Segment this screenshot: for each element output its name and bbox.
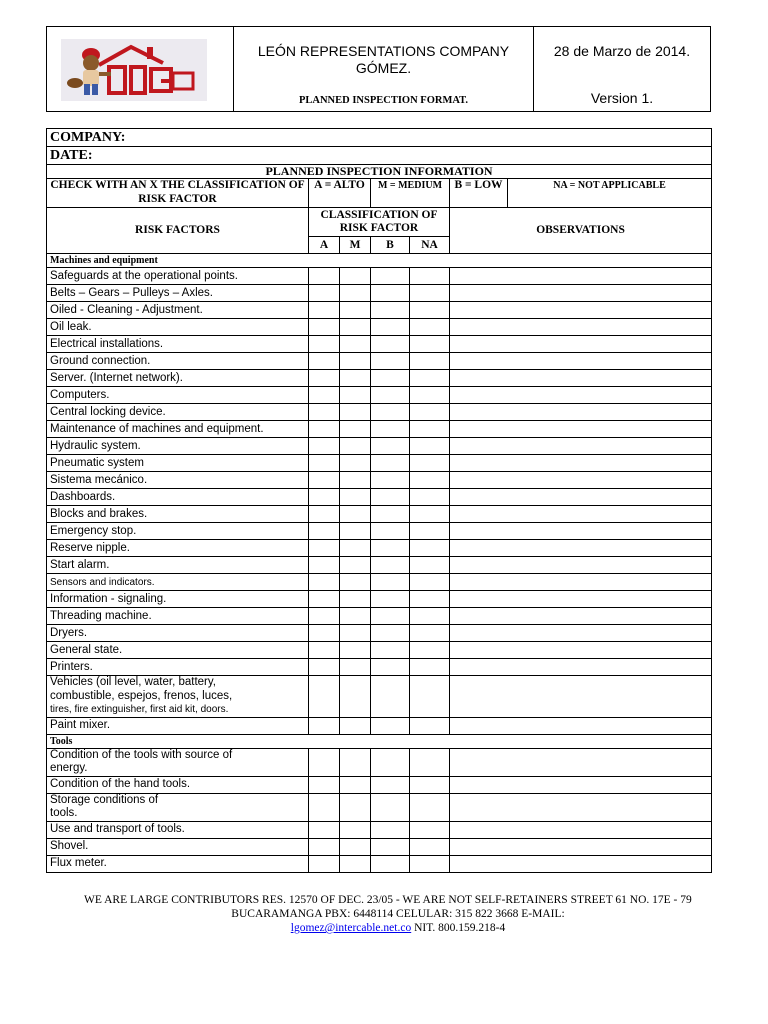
cell-a[interactable] [309, 268, 340, 285]
cell-na[interactable] [410, 642, 450, 659]
logo-cell [47, 27, 234, 112]
cell-a[interactable] [309, 557, 340, 574]
header-title-cell [234, 27, 534, 112]
cell-a[interactable] [309, 793, 340, 821]
cell-b[interactable] [371, 748, 410, 776]
cell-m[interactable] [340, 302, 371, 319]
cell-m[interactable] [340, 855, 371, 872]
cell-b[interactable] [371, 608, 410, 625]
table-row [47, 855, 712, 872]
cell-b[interactable] [371, 838, 410, 855]
risk-factor-label: Electrical installations. [47, 336, 309, 353]
cell-na[interactable] [410, 557, 450, 574]
cell-observations[interactable] [450, 659, 712, 676]
company-field[interactable]: COMPANY: [47, 129, 712, 147]
cell-a[interactable] [309, 421, 340, 438]
cell-observations[interactable] [450, 748, 712, 776]
col-header-observations: OBSERVATIONS [450, 208, 712, 254]
cell-observations[interactable] [450, 302, 712, 319]
cell-m[interactable] [340, 540, 371, 557]
tools-power-line-2: energy. [50, 762, 88, 774]
risk-factor-label: Hydraulic system. [47, 438, 309, 455]
cell-m[interactable] [340, 387, 371, 404]
risk-factor-label: Dashboards. [47, 489, 309, 506]
table-row [47, 625, 712, 642]
cell-m[interactable] [340, 268, 371, 285]
table-row [47, 336, 712, 353]
risk-factor-label: Paint mixer. [47, 717, 309, 734]
risk-factor-label: Flux meter. [47, 855, 309, 872]
table-row [47, 793, 712, 821]
cell-observations[interactable] [450, 838, 712, 855]
cell-m[interactable] [340, 642, 371, 659]
cell-m[interactable] [340, 659, 371, 676]
cell-a[interactable] [309, 353, 340, 370]
cell-a[interactable] [309, 302, 340, 319]
table-row [47, 387, 712, 404]
cell-m[interactable] [340, 506, 371, 523]
cell-m[interactable] [340, 608, 371, 625]
table-row [47, 717, 712, 734]
table-row [47, 438, 712, 455]
cell-a[interactable] [309, 404, 340, 421]
cell-a[interactable] [309, 455, 340, 472]
col-header-m: M [340, 237, 371, 254]
cell-b[interactable] [371, 540, 410, 557]
section-tools: Tools [47, 734, 712, 748]
cell-observations[interactable] [450, 489, 712, 506]
cell-na[interactable] [410, 821, 450, 838]
cell-na[interactable] [410, 591, 450, 608]
cell-observations[interactable] [450, 268, 712, 285]
cell-b[interactable] [371, 268, 410, 285]
risk-factor-vehicles [47, 676, 309, 718]
cell-b[interactable] [371, 370, 410, 387]
cell-observations[interactable] [450, 336, 712, 353]
cell-b[interactable] [371, 659, 410, 676]
cell-observations[interactable] [450, 523, 712, 540]
cell-observations[interactable] [450, 353, 712, 370]
cell-na[interactable] [410, 506, 450, 523]
cell-b[interactable] [371, 421, 410, 438]
cell-observations[interactable] [450, 319, 712, 336]
cell-b[interactable] [371, 776, 410, 793]
cell-m[interactable] [340, 523, 371, 540]
tools-storage-line-2: tools. [50, 807, 78, 819]
cell-m[interactable] [340, 319, 371, 336]
cell-na[interactable] [410, 268, 450, 285]
table-row [47, 748, 712, 776]
cell-m[interactable] [340, 717, 371, 734]
tools-storage-line-1: Storage conditions of [50, 793, 159, 806]
cell-observations[interactable] [450, 557, 712, 574]
table-row [47, 268, 712, 285]
cell-m[interactable] [340, 793, 371, 821]
cell-a[interactable] [309, 336, 340, 353]
risk-factor-label: Ground connection. [47, 353, 309, 370]
table-row [47, 642, 712, 659]
cell-m[interactable] [340, 625, 371, 642]
legend-medium: M = MEDIUM [371, 179, 450, 208]
cell-m[interactable] [340, 472, 371, 489]
cell-b[interactable] [371, 821, 410, 838]
risk-factor-label: Sensors and indicators. [47, 574, 309, 591]
logo-graphic [61, 39, 207, 101]
section-title: PLANNED INSPECTION INFORMATION [47, 165, 712, 179]
cell-a[interactable] [309, 574, 340, 591]
table-row [47, 574, 712, 591]
cell-observations[interactable] [450, 438, 712, 455]
cell-observations[interactable] [450, 285, 712, 302]
cell-a[interactable] [309, 523, 340, 540]
cell-m[interactable] [340, 336, 371, 353]
cell-m[interactable] [340, 353, 371, 370]
cell-a[interactable] [309, 838, 340, 855]
cell-a[interactable] [309, 748, 340, 776]
cell-a[interactable] [309, 642, 340, 659]
cell-na[interactable] [410, 676, 450, 718]
cell-b[interactable] [371, 793, 410, 821]
cell-b[interactable] [371, 285, 410, 302]
risk-factor-label: Oil leak. [47, 319, 309, 336]
vehicles-line-2: combustible, espejos, frenos, luces, [50, 689, 233, 702]
cell-na[interactable] [410, 659, 450, 676]
risk-factor-label: Emergency stop. [47, 523, 309, 540]
document-header [46, 26, 711, 112]
cell-m[interactable] [340, 404, 371, 421]
risk-factor-label: Central locking device. [47, 404, 309, 421]
cell-observations[interactable] [450, 776, 712, 793]
check-instruction: CHECK WITH AN X THE CLASSIFICATION OF RISK FACTOR [47, 179, 309, 208]
cell-na[interactable] [410, 717, 450, 734]
cell-na[interactable] [410, 523, 450, 540]
cell-na[interactable] [410, 625, 450, 642]
cell-a[interactable] [309, 591, 340, 608]
table-row [47, 821, 712, 838]
cell-a[interactable] [309, 319, 340, 336]
col-header-na: NA [410, 237, 450, 254]
cell-a[interactable] [309, 821, 340, 838]
cell-observations[interactable] [450, 793, 712, 821]
cell-na[interactable] [410, 285, 450, 302]
cell-observations[interactable] [450, 387, 712, 404]
cell-observations[interactable] [450, 625, 712, 642]
cell-na[interactable] [410, 748, 450, 776]
cell-observations[interactable] [450, 472, 712, 489]
cell-b[interactable] [371, 472, 410, 489]
cell-na[interactable] [410, 336, 450, 353]
tools-power-line-1: Condition of the tools with source of [50, 748, 233, 761]
risk-factor-label: Belts – Gears – Pulleys – Axles. [47, 285, 309, 302]
cell-m[interactable] [340, 776, 371, 793]
cell-a[interactable] [309, 506, 340, 523]
risk-factor-label: Information - signaling. [47, 591, 309, 608]
cell-m[interactable] [340, 557, 371, 574]
cell-observations[interactable] [450, 717, 712, 734]
company-name: LEÓN REPRESENTATIONS COMPANY GÓMEZ. [257, 43, 510, 76]
cell-b[interactable] [371, 404, 410, 421]
table-row [47, 489, 712, 506]
footer-line-2 [84, 907, 768, 921]
table-row [47, 319, 712, 336]
col-header-b: B [371, 237, 410, 254]
risk-factor-label: Pneumatic system [47, 455, 309, 472]
cell-observations[interactable] [450, 370, 712, 387]
table-row [47, 523, 712, 540]
footer-line-1: WE ARE LARGE CONTRIBUTORS RES. 12570 OF DEC. 23/05 - WE ARE NOT SELF-RETAINERS STREET 61 NO. 17E - 79 [84, 894, 692, 906]
risk-factor-label: Safeguards at the operational points. [47, 268, 309, 285]
cell-b[interactable] [371, 489, 410, 506]
cell-a[interactable] [309, 540, 340, 557]
cell-m[interactable] [340, 370, 371, 387]
risk-factor-label: Oiled - Cleaning - Adjustment. [47, 302, 309, 319]
table-row [47, 421, 712, 438]
cell-a[interactable] [309, 625, 340, 642]
company-logo [61, 39, 207, 101]
table-row [47, 776, 712, 793]
legend-low: B = LOW [450, 179, 508, 208]
cell-observations[interactable] [450, 591, 712, 608]
risk-factor-label: Condition of the hand tools. [47, 776, 309, 793]
risk-factor-label: Printers. [47, 659, 309, 676]
date-field[interactable]: DATE: [47, 147, 712, 165]
risk-factor-label: Reserve nipple. [47, 540, 309, 557]
cell-observations[interactable] [450, 855, 712, 872]
cell-m[interactable] [340, 285, 371, 302]
inspection-form [46, 128, 712, 873]
risk-factor-label: Computers. [47, 387, 309, 404]
risk-factor-label: Server. (Internet network). [47, 370, 309, 387]
cell-na[interactable] [410, 540, 450, 557]
cell-m[interactable] [340, 438, 371, 455]
cell-b[interactable] [371, 387, 410, 404]
risk-factor-label: Start alarm. [47, 557, 309, 574]
table-row [47, 404, 712, 421]
cell-observations[interactable] [450, 421, 712, 438]
table-row [47, 659, 712, 676]
table-row [47, 353, 712, 370]
cell-a[interactable] [309, 608, 340, 625]
cell-b[interactable] [371, 574, 410, 591]
cell-b[interactable] [371, 591, 410, 608]
cell-a[interactable] [309, 472, 340, 489]
legend-alto: A = ALTO [309, 179, 371, 208]
cell-b[interactable] [371, 523, 410, 540]
cell-m[interactable] [340, 455, 371, 472]
footer-nit: NIT. 800.159.218-4 [411, 922, 506, 934]
cell-na[interactable] [410, 455, 450, 472]
risk-factor-tools-storage [47, 793, 309, 821]
cell-b[interactable] [371, 506, 410, 523]
cell-b[interactable] [371, 642, 410, 659]
cell-m[interactable] [340, 421, 371, 438]
cell-a[interactable] [309, 438, 340, 455]
cell-na[interactable] [410, 574, 450, 591]
risk-factor-tools-power [47, 748, 309, 776]
table-row [47, 472, 712, 489]
cell-observations[interactable] [450, 676, 712, 718]
risk-factor-label: Use and transport of tools. [47, 821, 309, 838]
cell-na[interactable] [410, 608, 450, 625]
cell-b[interactable] [371, 353, 410, 370]
cell-na[interactable] [410, 319, 450, 336]
cell-na[interactable] [410, 438, 450, 455]
legend-na: NA = NOT APPLICABLE [508, 179, 712, 208]
table-row [47, 302, 712, 319]
cell-observations[interactable] [450, 608, 712, 625]
table-row [47, 506, 712, 523]
cell-na[interactable] [410, 370, 450, 387]
cell-na[interactable] [410, 421, 450, 438]
cell-m[interactable] [340, 821, 371, 838]
cell-a[interactable] [309, 776, 340, 793]
cell-a[interactable] [309, 717, 340, 734]
cell-a[interactable] [309, 676, 340, 718]
cell-a[interactable] [309, 855, 340, 872]
table-row [47, 608, 712, 625]
cell-m[interactable] [340, 838, 371, 855]
cell-na[interactable] [410, 404, 450, 421]
col-header-classification: CLASSIFICATION OF RISK FACTOR [309, 208, 450, 237]
cell-observations[interactable] [450, 455, 712, 472]
cell-na[interactable] [410, 489, 450, 506]
cell-m[interactable] [340, 591, 371, 608]
cell-a[interactable] [309, 387, 340, 404]
risk-factor-label: Dryers. [47, 625, 309, 642]
risk-factor-label: Threading machine. [47, 608, 309, 625]
cell-m[interactable] [340, 676, 371, 718]
format-name: PLANNED INSPECTION FORMAT. [298, 95, 469, 106]
table-row [47, 557, 712, 574]
footer-email-link[interactable]: lgomez@intercable.net.co [290, 922, 412, 934]
cell-a[interactable] [309, 285, 340, 302]
table-row [47, 285, 712, 302]
col-header-risk-factors: RISK FACTORS [47, 208, 309, 254]
cell-na[interactable] [410, 387, 450, 404]
cell-na[interactable] [410, 855, 450, 872]
document-footer [84, 893, 768, 935]
risk-factor-label: General state. [47, 642, 309, 659]
header-meta-cell [534, 27, 711, 112]
cell-b[interactable] [371, 625, 410, 642]
cell-a[interactable] [309, 370, 340, 387]
cell-a[interactable] [309, 489, 340, 506]
risk-factor-label: Blocks and brakes. [47, 506, 309, 523]
vehicles-line-1: Vehicles (oil level, water, battery, [50, 676, 216, 688]
cell-observations[interactable] [450, 821, 712, 838]
cell-m[interactable] [340, 748, 371, 776]
cell-observations[interactable] [450, 506, 712, 523]
table-row [47, 370, 712, 387]
cell-na[interactable] [410, 838, 450, 855]
cell-observations[interactable] [450, 404, 712, 421]
cell-observations[interactable] [450, 574, 712, 591]
cell-b[interactable] [371, 557, 410, 574]
risk-factor-label: Maintenance of machines and equipment. [47, 421, 309, 438]
risk-factor-label: Shovel. [47, 838, 309, 855]
cell-na[interactable] [410, 472, 450, 489]
table-row [47, 838, 712, 855]
document-date: 28 de Marzo de 2014. [553, 43, 691, 59]
cell-m[interactable] [340, 574, 371, 591]
cell-b[interactable] [371, 319, 410, 336]
vehicles-line-3: tires, fire extinguisher, first aid kit, doors. [50, 704, 229, 715]
cell-observations[interactable] [450, 642, 712, 659]
cell-b[interactable] [371, 676, 410, 718]
cell-a[interactable] [309, 659, 340, 676]
table-row [47, 591, 712, 608]
table-row [47, 455, 712, 472]
cell-b[interactable] [371, 455, 410, 472]
footer-line-3 [84, 921, 768, 935]
cell-na[interactable] [410, 776, 450, 793]
footer-contact: BUCARAMANGA PBX: 6448114 CELULAR: 315 822 3668 E-MAIL: [231, 908, 565, 920]
cell-m[interactable] [340, 489, 371, 506]
table-row [47, 540, 712, 557]
cell-observations[interactable] [450, 540, 712, 557]
cell-na[interactable] [410, 353, 450, 370]
risk-factor-label: Sistema mecánico. [47, 472, 309, 489]
cell-b[interactable] [371, 717, 410, 734]
table-row [47, 676, 712, 718]
section-machines: Machines and equipment [47, 254, 712, 268]
col-header-a: A [309, 237, 340, 254]
cell-b[interactable] [371, 855, 410, 872]
document-version: Version 1. [590, 90, 654, 106]
cell-b[interactable] [371, 302, 410, 319]
cell-na[interactable] [410, 302, 450, 319]
cell-b[interactable] [371, 438, 410, 455]
cell-b[interactable] [371, 336, 410, 353]
cell-na[interactable] [410, 793, 450, 821]
